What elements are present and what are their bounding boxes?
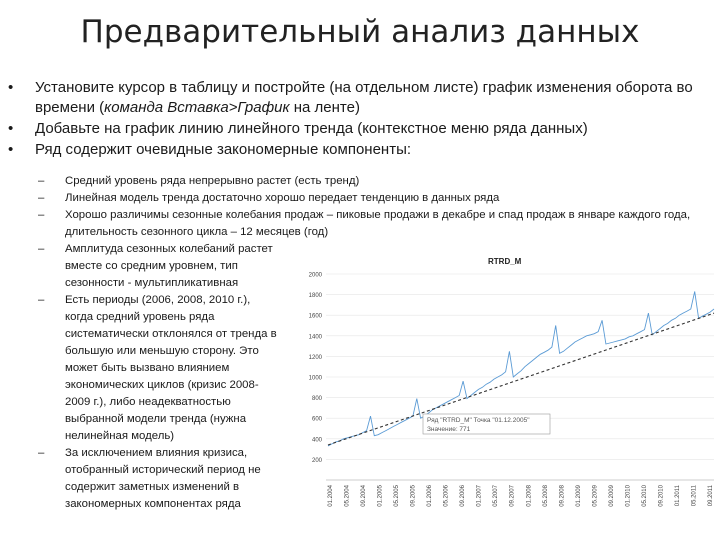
sub-text: Средний уровень ряда непрерывно растет (есть тренд)	[65, 175, 360, 187]
x-tick-label: 09.2009	[608, 485, 615, 507]
y-tick-label: 1200	[308, 354, 322, 361]
x-tick-label: 01.2006	[427, 485, 434, 507]
sub-text: Хорошо различимы сезонные колебания продаж – пиковые продажи в декабре и спад продаж в январе каждого года, длительность сезонного цикла – 12 месяцев (год)	[65, 209, 691, 238]
sub-text: Линейная модель тренда достаточно хорошо передает тенденцию в данных ряда	[65, 192, 500, 204]
x-tick-label: 09.2007	[509, 485, 516, 507]
bullet-text: Добавьте на график линию линейного тренда (контекстное меню ряда данных)	[35, 120, 588, 137]
data-point-tooltip	[423, 414, 550, 434]
sub-item	[38, 241, 280, 292]
x-tick-label: 01.2010	[625, 485, 632, 507]
bullet-marker: •	[8, 79, 14, 96]
sub-item	[38, 292, 280, 445]
bullet-marker: •	[8, 120, 14, 137]
sub-item	[38, 207, 698, 241]
x-tick-label: 01.2007	[476, 485, 483, 507]
y-tick-label: 800	[311, 396, 322, 403]
y-tick-label: 200	[311, 457, 322, 464]
chart-title: RTRD_M	[488, 257, 522, 266]
x-tick-label: 05.2006	[443, 485, 450, 507]
y-tick-label: 600	[311, 416, 322, 423]
sub-item	[38, 445, 280, 513]
tooltip-line-2: Значение: 771	[427, 426, 471, 433]
bullet-text: Ряд содержит очевидные закономерные компоненты:	[35, 141, 412, 158]
sub-marker: –	[38, 243, 45, 255]
bullet-item	[8, 119, 708, 139]
sub-text: Есть периоды (2006, 2008, 2010 г.), когда средний уровень ряда систематически отклонялся от тренда в большую или меньшую сторону. Это может быть вызвано влиянием экономических циклов (кризис 2008-2009 г.), либо неадекватностью выбранной модели тренда (нужна нелинейная модель)	[65, 294, 277, 442]
x-tick-label: 05.2007	[493, 485, 500, 507]
bullet-text-after: на ленте)	[289, 99, 360, 116]
x-tick-label: 05.2004	[344, 485, 351, 507]
x-tick-label: 01.2005	[377, 485, 384, 507]
sub-item	[38, 190, 698, 207]
x-axis	[326, 480, 714, 507]
x-tick-label: 09.2006	[460, 485, 467, 507]
x-tick-label: 05.2009	[592, 485, 599, 507]
y-tick-label: 1400	[308, 334, 322, 341]
x-tick-label: 05.2010	[641, 485, 648, 507]
x-tick-label: 01.2011	[674, 485, 681, 507]
x-tick-label: 09.2011	[708, 485, 714, 507]
x-tick-label: 09.2005	[410, 485, 417, 507]
sub-marker: –	[38, 294, 45, 306]
slide-title: Предварительный анализ данных	[80, 14, 640, 50]
sub-marker: –	[38, 175, 45, 187]
y-tick-label: 400	[311, 437, 322, 444]
x-tick-label: 01.2004	[328, 485, 334, 507]
x-tick-label: 05.2011	[691, 485, 698, 507]
sub-text: Амплитуда сезонных колебаний растет вместе со средним уровнем, тип сезонности - мультипликативная	[65, 243, 273, 289]
bullet-text: Установите курсор в таблицу и постройте (на отдельном листе) график изменения оборота во времени (	[35, 79, 693, 116]
bullet-item	[8, 140, 708, 160]
bullet-text-italic: команда Вставка>График	[104, 99, 290, 116]
x-tick-label: 09.2008	[559, 485, 566, 507]
x-tick-label: 01.2008	[526, 485, 533, 507]
x-tick-label: 09.2004	[361, 485, 368, 507]
sub-marker: –	[38, 209, 45, 221]
sales-line-chart	[290, 250, 720, 540]
bullet-marker: •	[8, 141, 14, 158]
y-axis	[309, 273, 323, 464]
sub-marker: –	[38, 447, 45, 459]
tooltip-line-1: Ряд "RTRD_M" Точка "01.12.2005"	[427, 417, 530, 424]
x-tick-label: 01.2009	[575, 485, 582, 507]
x-tick-label: 05.2005	[394, 485, 401, 507]
sub-item	[38, 173, 698, 190]
bullet-item	[8, 78, 708, 118]
sub-text: За исключением влияния кризиса, отобранный исторический период не содержит заметных изменений в закономерных компонентах ряда	[65, 447, 261, 510]
x-tick-label: 09.2010	[658, 485, 665, 507]
sub-marker: –	[38, 192, 45, 204]
bullet-list	[8, 78, 708, 161]
y-tick-label: 1800	[308, 293, 322, 300]
y-tick-label: 1000	[308, 375, 322, 382]
y-tick-label: 2000	[308, 272, 322, 279]
x-tick-label: 05.2008	[542, 485, 549, 507]
y-tick-label: 1600	[308, 313, 322, 320]
